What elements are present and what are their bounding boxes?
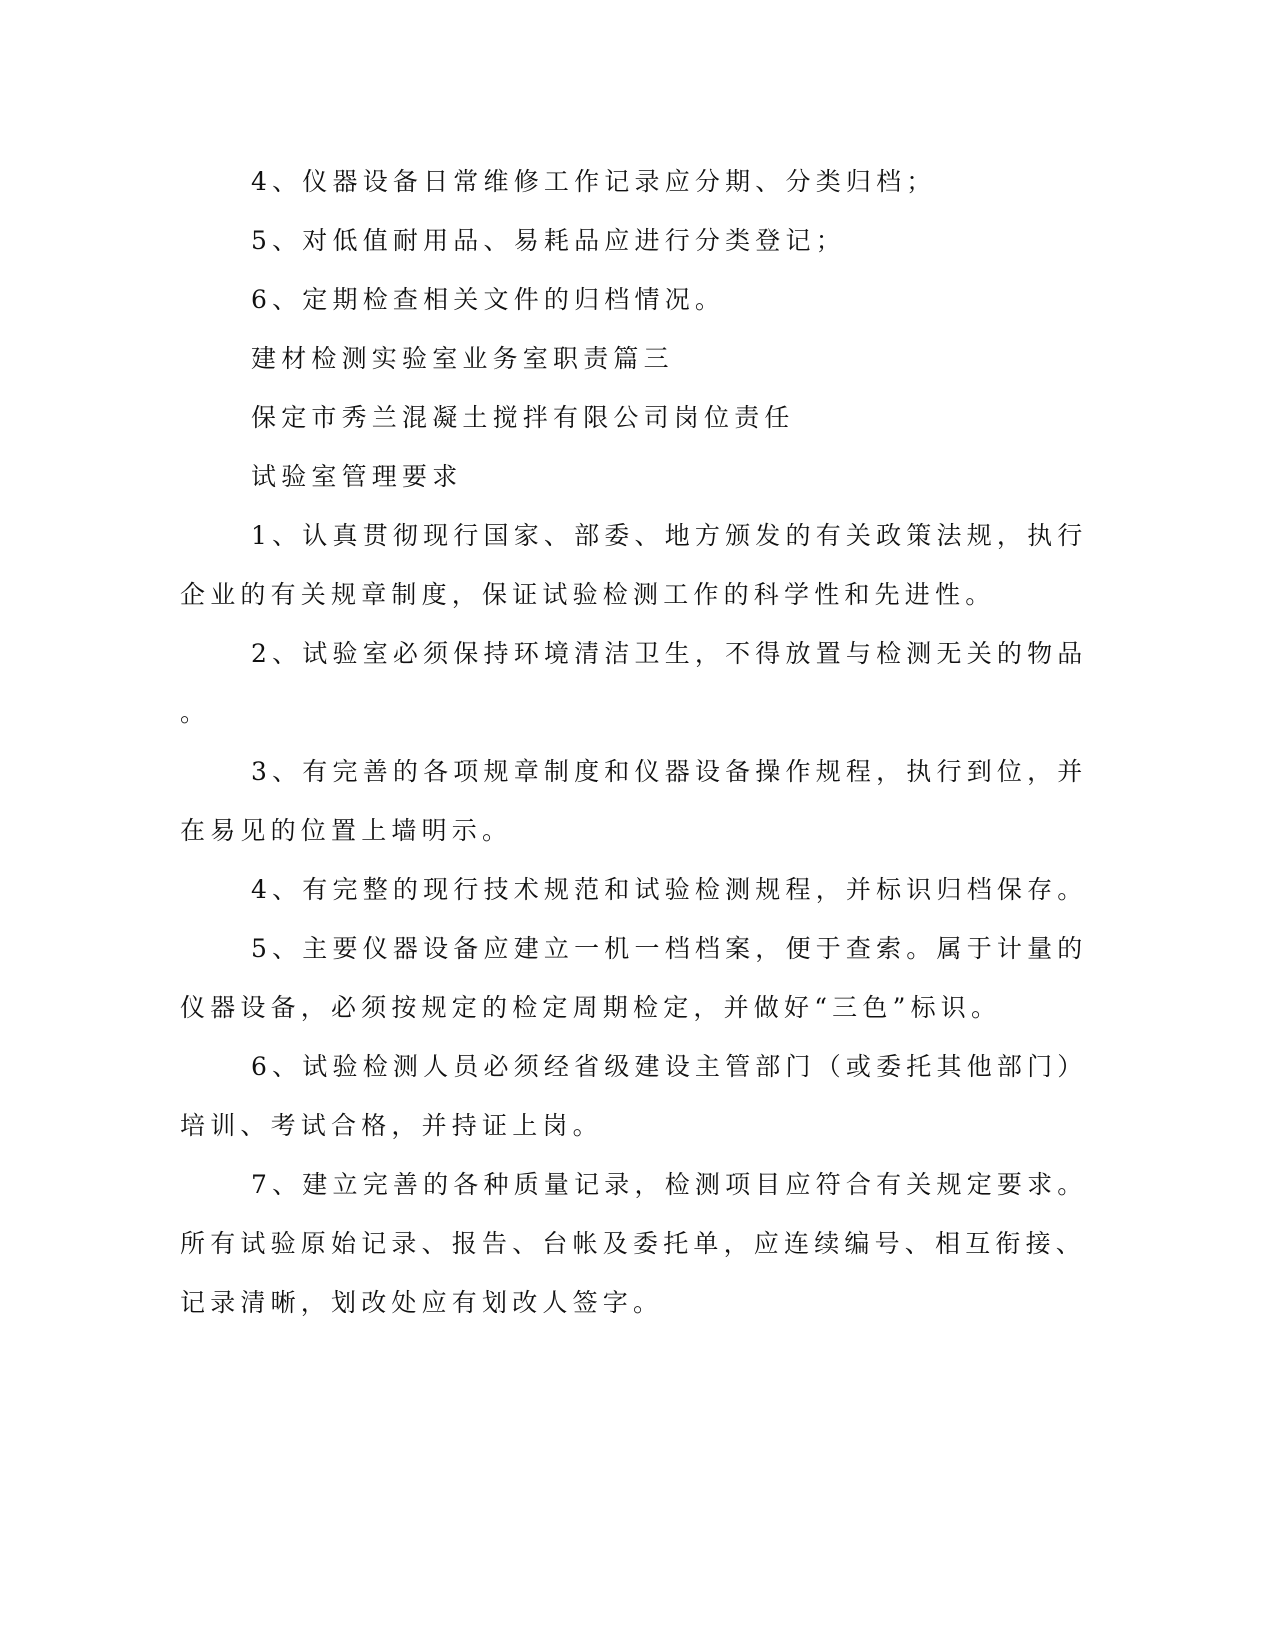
paragraph-line: 6、定期检查相关文件的归档情况。 bbox=[251, 285, 726, 314]
paragraph-line: 6、试验检测人员必须经省级建设主管部门（或委托其他部门） bbox=[251, 1052, 1088, 1081]
paragraph-line: 7、建立完善的各种质量记录，检测项目应符合有关规定要求。 bbox=[251, 1170, 1088, 1199]
paragraph-line: 所有试验原始记录、报告、台帐及委托单，应连续编号、相互衔接、 bbox=[180, 1229, 1087, 1258]
section-heading: 建材检测实验室业务室职责篇三 bbox=[251, 344, 674, 373]
paragraph-line: 企业的有关规章制度，保证试验检测工作的科学性和先进性。 bbox=[180, 580, 996, 609]
section-subheading: 保定市秀兰混凝土搅拌有限公司岗位责任 bbox=[251, 403, 795, 432]
paragraph-line: 2、试验室必须保持环境清洁卫生，不得放置与检测无关的物品 bbox=[251, 639, 1088, 668]
paragraph-line: 记录清晰，划改处应有划改人签字。 bbox=[180, 1288, 664, 1317]
paragraph-line: 培训、考试合格，并持证上岗。 bbox=[180, 1111, 603, 1140]
paragraph-line: 1、认真贯彻现行国家、部委、地方颁发的有关政策法规，执行 bbox=[251, 521, 1088, 550]
paragraph-line: 仪器设备，必须按规定的检定周期检定，并做好“三色”标识。 bbox=[180, 993, 1002, 1022]
paragraph-line: 4、有完整的现行技术规范和试验检测规程，并标识归档保存。 bbox=[251, 875, 1088, 904]
paragraph-line: 。 bbox=[180, 698, 211, 727]
paragraph-line: 3、有完善的各项规章制度和仪器设备操作规程，执行到位，并 bbox=[251, 757, 1088, 786]
paragraph-line: 5、主要仪器设备应建立一机一档档案，便于查索。属于计量的 bbox=[251, 934, 1088, 963]
document-body bbox=[180, 152, 1088, 1332]
section-subheading: 试验室管理要求 bbox=[251, 462, 463, 491]
paragraph-line: 在易见的位置上墙明示。 bbox=[180, 816, 513, 845]
paragraph-line: 4、仪器设备日常维修工作记录应分期、分类归档； bbox=[251, 167, 937, 196]
paragraph-line: 5、对低值耐用品、易耗品应进行分类登记； bbox=[251, 226, 846, 255]
